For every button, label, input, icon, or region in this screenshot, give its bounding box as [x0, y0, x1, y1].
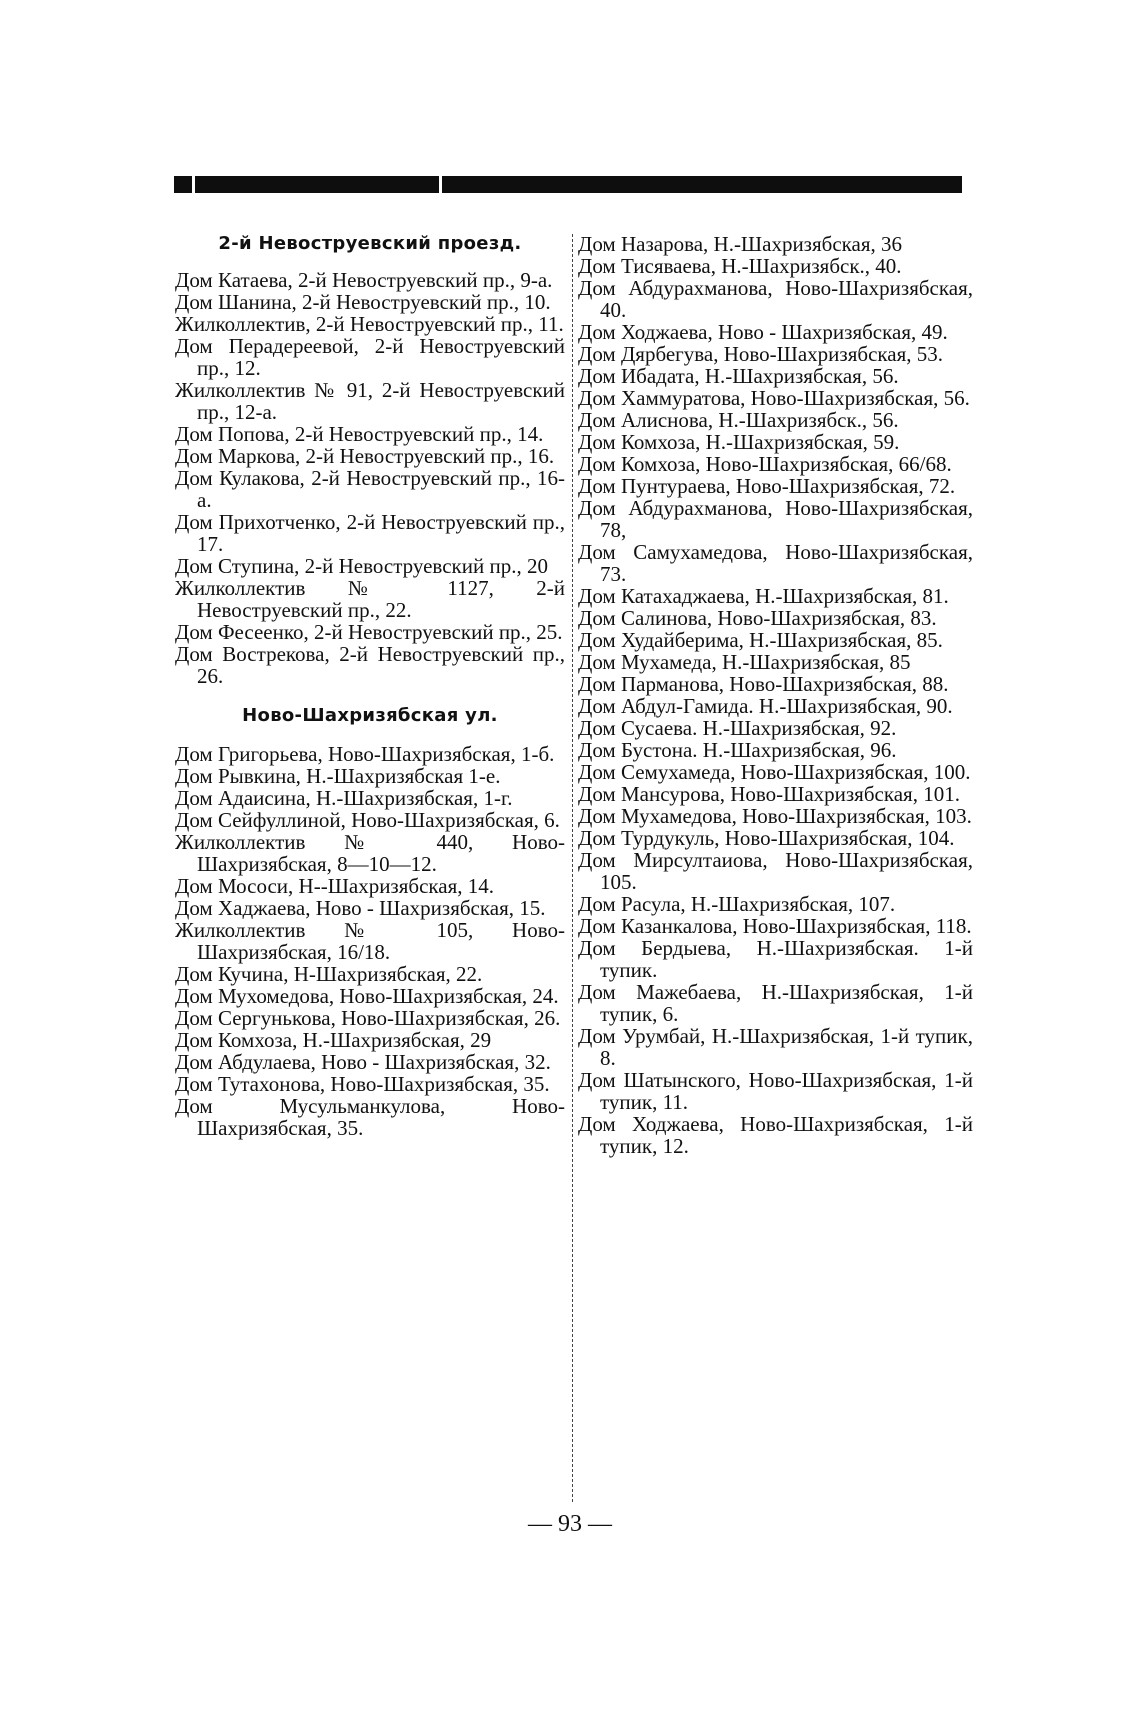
list-item: Дом Ступина, 2-й Невоструевский пр., 20: [175, 554, 548, 578]
list-item: Дом Сергунькова, Ново-Шахризябская, 26.: [175, 1006, 561, 1030]
list-item: Дом Шанина, 2-й Невоструевский пр., 10.: [175, 290, 551, 314]
list-item: Дом Комхоза, Н.-Шахризябская, 59.: [578, 430, 900, 454]
list-item: Дом Мирсултаиова, Ново-Шахризябская, 105.: [578, 848, 973, 894]
list-item: Дом Григорьева, Ново-Шахризябская, 1-б.: [175, 742, 555, 766]
list-item: Дом Худайберима, Н.-Шахризябская, 85.: [578, 628, 943, 652]
section-heading: 2-й Невоструевский проезд.: [218, 233, 522, 254]
page-number: — 93 —: [528, 1511, 612, 1537]
list-item: Дом Мухамеда, Н.-Шахризябская, 85: [578, 650, 911, 674]
list-item: Жилколлектив № 440, Ново-Шахризябская, 8—10—12.: [175, 830, 565, 876]
list-item: Дом Абдурахманова, Ново-Шахризябская, 78,: [578, 496, 973, 542]
list-item: Дом Сусаева. Н.-Шахризябская, 92.: [578, 716, 897, 740]
right-column: [578, 233, 973, 1157]
list-item: Дом Ходжаева, Ново-Шахризябская, 1-й тупик, 12.: [578, 1112, 973, 1158]
list-item: Дом Попова, 2-й Невоструевский пр., 14.: [175, 422, 544, 446]
list-item: Дом Ибадата, Н.-Шахризябская, 56.: [578, 364, 899, 388]
list-item: Дом Адаисина, Н.-Шахризябская, 1-г.: [175, 786, 513, 810]
list-item: Дом Тисяваева, Н.-Шахризябск., 40.: [578, 254, 902, 278]
list-item: Дом Тутахонова, Ново-Шахризябская, 35.: [175, 1072, 550, 1096]
list-item: Дом Мансурова, Ново-Шахризябская, 101.: [578, 782, 960, 806]
list-item: Дом Хаджаева, Ново - Шахризябская, 15.: [175, 896, 546, 920]
list-item: Дом Маркова, 2-й Невоструевский пр., 16.: [175, 444, 555, 468]
list-item: Жилколлектив № 105, Ново-Шахризябская, 16/18.: [175, 918, 565, 964]
list-item: Дом Мухомедова, Ново-Шахризябская, 24.: [175, 984, 559, 1008]
list-item: Дом Назарова, Н.-Шахризябская, 36: [578, 232, 903, 256]
list-item: Дом Катаева, 2-й Невоструевский пр., 9-а.: [175, 268, 553, 292]
list-item: Дом Турдукуль, Ново-Шахризябская, 104.: [578, 826, 955, 850]
list-item: Дом Абдулаева, Ново - Шахризябская, 32.: [175, 1050, 551, 1074]
list-item: Дом Шатынского, Ново-Шахризябская, 1-й тупик, 11.: [578, 1068, 973, 1114]
list-item: Дом Кулакова, 2-й Невоструевский пр., 16-а.: [175, 466, 565, 512]
list-item: Дом Расула, Н.-Шахризябская, 107.: [578, 892, 896, 916]
list-item: Дом Фесеенко, 2-й Невоструевский пр., 25.: [175, 620, 563, 644]
list-item: Дом Семухамеда, Ново-Шахризябская, 100.: [578, 760, 971, 784]
list-item: Дом Урумбай, Н.-Шахризябская, 1-й тупик, 8.: [578, 1024, 973, 1070]
list-item: Дом Казанкалова, Ново-Шахризябская, 118.: [578, 914, 972, 938]
column-separator: [572, 234, 573, 1502]
list-item: Дом Мажебаева, Н.-Шахризябская, 1-й тупик, 6.: [578, 980, 973, 1026]
list-item: Жилколлектив № 91, 2-й Невоструевский пр., 12-а.: [175, 378, 565, 424]
list-item: Дом Сейфуллиной, Ново-Шахризябская, 6.: [175, 808, 560, 832]
list-item: Дом Абдул-Гамида. Н.-Шахризябская, 90.: [578, 694, 953, 718]
list-item: Дом Ходжаева, Ново - Шахризябская, 49.: [578, 320, 948, 344]
list-item: Дом Алиснова, Н.-Шахризябск., 56.: [578, 408, 899, 432]
list-item: Дом Хаммуратова, Ново-Шахризябская, 56.: [578, 386, 970, 410]
list-item: Жилколлектив, 2-й Невоструевский пр., 11.: [175, 312, 564, 336]
list-item: Дом Прихотченко, 2-й Невоструевский пр., 17.: [175, 510, 565, 556]
list-item: Дом Пунтураева, Ново-Шахризябская, 72.: [578, 474, 956, 498]
list-item: Дом Рывкина, Н.-Шахризябская 1-е.: [175, 764, 501, 788]
list-item: Дом Комхоза, Ново-Шахризябская, 66/68.: [578, 452, 952, 476]
list-item: Дом Перадереевой, 2-й Невоструевский пр., 12.: [175, 334, 565, 380]
rule-gap: [192, 176, 195, 193]
top-rule: [174, 176, 962, 193]
list-item: Дом Мососи, Н--Шахризябская, 14.: [175, 874, 495, 898]
entry-list: [175, 743, 565, 1139]
entry-list: [175, 269, 565, 687]
list-item: Дом Мусульманкулова, Ново-Шахризябская, 35.: [175, 1094, 565, 1140]
list-item: Дом Дярбегува, Ново-Шахризябская, 53.: [578, 342, 943, 366]
rule-gap: [439, 176, 442, 193]
left-column: [175, 233, 565, 1139]
entry-list: [578, 233, 973, 1157]
list-item: Дом Мухамедова, Ново-Шахризябская, 103.: [578, 804, 972, 828]
list-item: Дом Вострекова, 2-й Невоструевский пр., 26.: [175, 642, 565, 688]
list-item: Дом Бердыева, Н.-Шахризябская. 1-й тупик.: [578, 936, 973, 982]
list-item: Дом Абдурахманова, Ново-Шахризябская, 40.: [578, 276, 973, 322]
section-heading: Ново-Шахризябская ул.: [242, 705, 498, 726]
list-item: Дом Кучина, Н-Шахризябская, 22.: [175, 962, 483, 986]
list-item: Дом Парманова, Ново-Шахризябская, 88.: [578, 672, 949, 696]
list-item: Дом Комхоза, Н.-Шахризябская, 29: [175, 1028, 492, 1052]
list-item: Жилколлектив № 1127, 2-й Невоструевский пр., 22.: [175, 576, 565, 622]
list-item: Дом Катахаджаева, Н.-Шахризябская, 81.: [578, 584, 949, 608]
list-item: Дом Самухамедова, Ново-Шахризябская, 73.: [578, 540, 973, 586]
list-item: Дом Бустона. Н.-Шахризябская, 96.: [578, 738, 897, 762]
list-item: Дом Салинова, Ново-Шахризябская, 83.: [578, 606, 937, 630]
